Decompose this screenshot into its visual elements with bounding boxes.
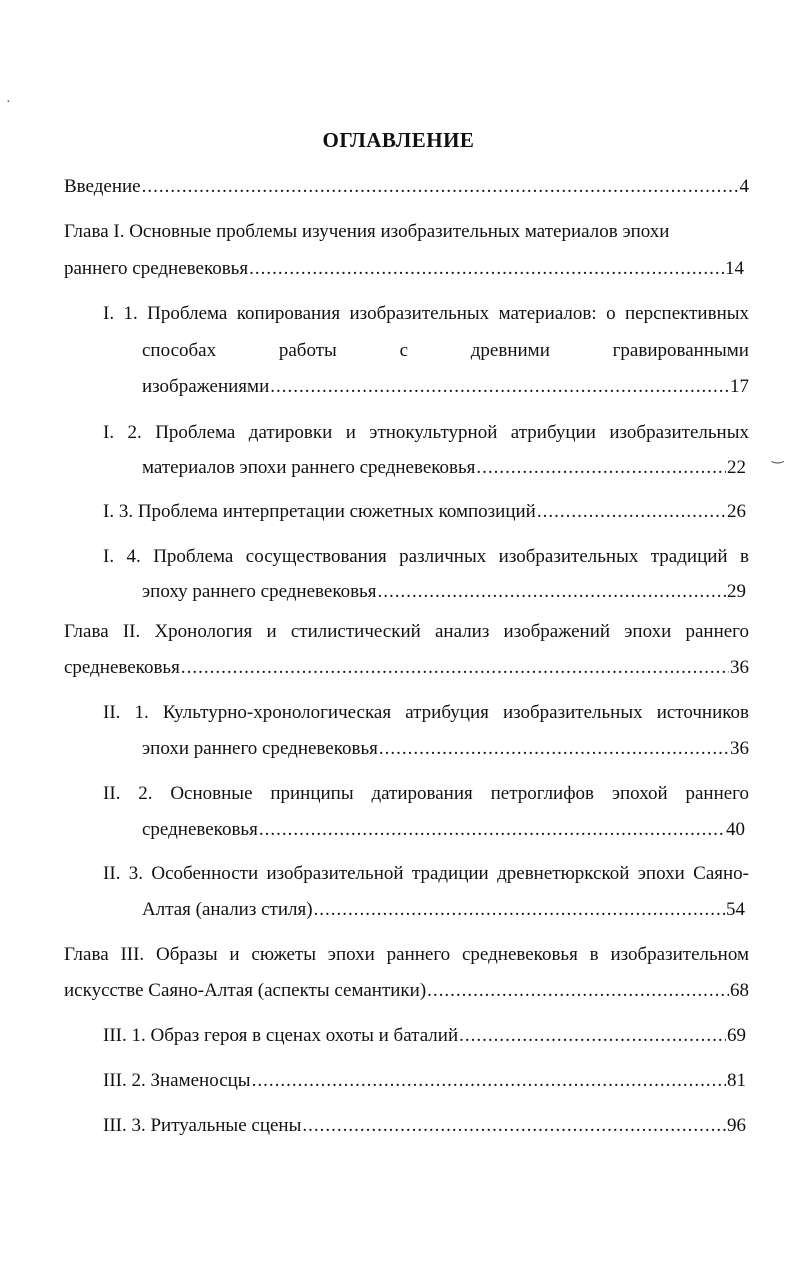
toc-page-number: 69	[727, 1025, 746, 1046]
page-title: ОГЛАВЛЕНИЕ	[322, 128, 475, 152]
toc-entry-s3-2	[103, 1069, 746, 1093]
dot-leader	[427, 979, 729, 1003]
toc-entry-s1-3	[103, 500, 746, 524]
toc-page-number: 22	[727, 457, 746, 478]
toc-entry-ch2-line2	[64, 656, 749, 680]
toc-page-number: 68	[730, 980, 749, 1001]
toc-entry-s3-3	[103, 1114, 746, 1138]
toc-entry-text: раннего средневековья	[64, 258, 249, 279]
toc-entry-ch1-line2	[64, 257, 744, 281]
toc-entry-text: III. 3. Ритуальные сцены	[103, 1115, 302, 1136]
scan-artifact: ·	[6, 95, 11, 110]
dot-leader	[302, 1114, 726, 1138]
dot-leader	[181, 656, 729, 680]
toc-entry-ch2-line1: Глава II. Хронология и стилистический анализ изображений эпохи раннего	[64, 621, 749, 642]
toc-entry-intro	[64, 175, 749, 199]
toc-word: работы	[278, 340, 337, 361]
toc-entry-text: Алтая (анализ стиля)	[142, 899, 313, 920]
toc-entry-s2-1-line1: II. 1. Культурно-хронологическая атрибуция изобразительных источников	[103, 702, 749, 723]
toc-entry-s2-2-line2	[142, 818, 745, 842]
dot-leader	[259, 818, 725, 842]
toc-page-number: 36	[730, 738, 749, 759]
dot-leader	[377, 580, 726, 604]
toc-entry-ch3-line1: Глава III. Образы и сюжеты эпохи раннего средневековья в изобразительном	[64, 944, 749, 965]
toc-word: способах	[142, 340, 217, 361]
toc-entry-s1-1-line1: I. 1. Проблема копирования изобразительных материалов: о перспективных	[103, 303, 749, 324]
toc-page-number: 54	[726, 899, 745, 920]
toc-page-number: 96	[727, 1115, 746, 1136]
toc-page-number: 40	[726, 819, 745, 840]
dot-leader	[314, 898, 725, 922]
toc-entry-s1-1-line2	[142, 339, 749, 363]
toc-word: древними	[470, 340, 550, 361]
toc-entry-text: III. 2. Знаменосцы	[103, 1070, 251, 1091]
dot-leader	[476, 456, 726, 480]
toc-entry-s1-4-line2	[142, 580, 746, 604]
toc-entry-s2-2-line1: II. 2. Основные принципы датирования петроглифов эпохой раннего	[103, 783, 749, 804]
toc-entry-text: эпохи раннего средневековья	[142, 738, 378, 759]
toc-entry-ch1-line1	[64, 220, 749, 244]
toc-entry-text: изображениями	[142, 376, 270, 397]
toc-entry-text: средневековья	[142, 819, 258, 840]
toc-entry-s2-1-line2	[142, 737, 749, 761]
dot-leader	[270, 375, 729, 399]
toc-page-number: 29	[727, 581, 746, 602]
toc-entry-s1-4-line1: I. 4. Проблема сосуществования различных изобразительных традиций в	[103, 546, 749, 567]
toc-entry-text: средневековья	[64, 657, 180, 678]
toc-page-number: 14	[725, 258, 744, 279]
toc-page-number: 17	[730, 376, 749, 397]
toc-entry-text: Глава I. Основные проблемы изучения изобразительных материалов эпохи	[64, 221, 670, 242]
toc-word: с	[399, 340, 408, 361]
toc-page-number: 36	[730, 657, 749, 678]
toc-entry-s1-1-line3	[142, 375, 749, 399]
toc-page-number: 26	[727, 501, 746, 522]
dot-leader	[459, 1024, 726, 1048]
toc-page-number: 4	[739, 176, 749, 197]
toc-entry-ch3-line2	[64, 979, 749, 1003]
toc-entry-s1-2-line2	[142, 456, 746, 480]
toc-entry-text: искусстве Саяно-Алтая (аспекты семантики)	[64, 980, 427, 1001]
toc-entry-text: эпоху раннего средневековья	[142, 581, 377, 602]
toc-word: гравированными	[612, 340, 749, 361]
toc-entry-s3-1	[103, 1024, 746, 1048]
toc-entry-text: Введение	[64, 176, 141, 197]
toc-page-number: 81	[727, 1070, 746, 1091]
toc-entry-s2-3-line2	[142, 898, 745, 922]
dot-leader	[142, 175, 739, 199]
toc-entry-s1-2-line1: I. 2. Проблема датировки и этнокультурной атрибуции изобразительных	[103, 422, 749, 443]
dot-leader	[252, 1069, 726, 1093]
dot-leader	[249, 257, 724, 281]
toc-entry-s2-3-line1: II. 3. Особенности изобразительной традиции древнетюркской эпохи Саяно-	[103, 863, 749, 884]
toc-entry-text: I. 3. Проблема интерпретации сюжетных композиций	[103, 501, 536, 522]
dot-leader	[537, 500, 726, 524]
dot-leader	[379, 737, 729, 761]
toc-entry-text: III. 1. Образ героя в сценах охоты и баталий	[103, 1025, 459, 1046]
scan-artifact: ‿	[772, 449, 784, 464]
toc-entry-text: материалов эпохи раннего средневековья	[142, 457, 476, 478]
